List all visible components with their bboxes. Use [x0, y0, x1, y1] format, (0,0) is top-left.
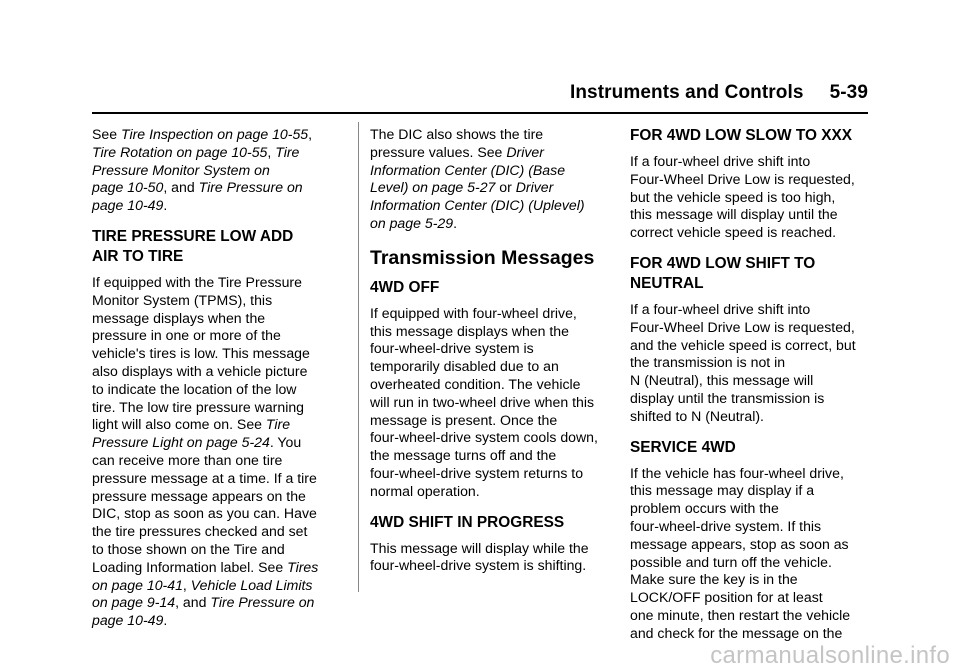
- column-3: [630, 126, 892, 652]
- heading-service-4wd: SERVICE 4WD: [630, 438, 736, 456]
- text-line: one minute, then restart the vehicle: [630, 606, 851, 623]
- xref-tire-pressure-light[interactable]: Pressure Light on page 5-24: [92, 434, 270, 451]
- text-line: can receive more than one tire: [92, 451, 283, 468]
- text-line: problem occurs with the: [630, 500, 779, 517]
- xref-tires[interactable]: Tires: [287, 558, 319, 575]
- text-line: vehicle's tires is low. This message: [92, 345, 310, 362]
- text-line: temporarily disabled due to an: [370, 358, 559, 375]
- text-line: message appears, stop as soon as: [630, 535, 849, 552]
- paragraph-4wd-low-shift-neutral: [630, 301, 892, 426]
- column-divider: [358, 122, 359, 592]
- text-line: Monitor System (TPMS), this: [92, 291, 273, 308]
- heading-4wd-low-slow: FOR 4WD LOW SLOW TO XXX: [630, 127, 853, 144]
- text-line: four-wheel-drive system is shifting.: [370, 557, 587, 574]
- text-line: to indicate the location of the low: [92, 380, 297, 397]
- text-line: also displays with a vehicle picture: [92, 362, 308, 379]
- text-line: four-wheel-drive system cools down,: [370, 429, 598, 446]
- text-line: this message displays when the: [370, 322, 569, 339]
- text: .: [453, 214, 457, 231]
- xref-dic-uplevel[interactable]: Information Center (DIC) (Uplevel): [370, 197, 585, 214]
- xref-tire-pressure[interactable]: Tire Pressure on: [210, 594, 315, 611]
- text: Loading Information label. See: [92, 558, 288, 575]
- text-line: tire. The low tire pressure warning: [92, 398, 305, 415]
- header-rule: [92, 112, 868, 114]
- paragraph-dic-tire-pressure: [370, 126, 632, 233]
- text: ,: [308, 126, 313, 142]
- text: .: [163, 612, 168, 629]
- xref-tire-inspection[interactable]: Tire Inspection on page 10-55: [121, 126, 309, 142]
- text-line: LOCK/OFF position for at least: [630, 589, 823, 606]
- xref-tire-pressure-page[interactable]: page 10-49: [92, 197, 164, 214]
- text-line: N (Neutral), this message will: [630, 372, 814, 389]
- text-line: the message turns off and the: [370, 447, 557, 464]
- text: or: [495, 179, 516, 196]
- xref-dic-uplevel[interactable]: on page 5-29: [370, 214, 454, 231]
- xref-dic-base[interactable]: Level) on page 5-27: [370, 179, 496, 196]
- page-number: 5-39: [829, 82, 868, 103]
- paragraph-tire-pressure-low: [92, 274, 354, 630]
- xref-dic-base[interactable]: Driver: [506, 143, 544, 160]
- page-header: [570, 82, 868, 104]
- xref-vehicle-load-limits[interactable]: Vehicle Load Limits: [190, 576, 313, 593]
- text-line: Four-Wheel Drive Low is requested,: [630, 318, 855, 335]
- text-line: Make sure the key is in the: [630, 571, 798, 588]
- text-line: normal operation.: [370, 482, 480, 499]
- text-line: display until the transmission is: [630, 389, 825, 406]
- xref-tpms[interactable]: Pressure Monitor System on: [92, 161, 270, 178]
- cross-reference-paragraph: [92, 126, 354, 215]
- text: light will also come on. See: [92, 416, 266, 433]
- heading-tire-pressure-low: [92, 227, 354, 267]
- xref-tpms[interactable]: Tire: [275, 143, 300, 160]
- xref-tire-pressure-light[interactable]: Tire: [265, 416, 291, 433]
- text-line: message displays when the: [92, 309, 266, 326]
- xref-tires[interactable]: on page 10-41: [92, 576, 183, 593]
- xref-tire-rotation[interactable]: Tire Rotation on page 10-55: [92, 143, 268, 160]
- text-line: four-wheel-drive system is: [370, 340, 534, 357]
- text-line: DIC, stop as soon as you can. Have: [92, 505, 317, 522]
- heading-line: FOR 4WD LOW SHIFT TO: [630, 254, 816, 272]
- text-line: If a four-wheel drive shift into: [630, 300, 811, 317]
- text-line: and the vehicle speed is correct, but: [630, 336, 856, 353]
- text: . You: [269, 434, 302, 451]
- heading-4wd-shift-in-progress: 4WD SHIFT IN PROGRESS: [370, 513, 565, 531]
- text-line: pressure message at a time. If a tire: [92, 469, 317, 486]
- xref-vehicle-load-limits[interactable]: on page 9-14: [92, 594, 176, 611]
- paragraph-4wd-off: [370, 305, 632, 501]
- paragraph-service-4wd: [630, 465, 892, 643]
- text-line: but the vehicle speed is too high,: [630, 188, 836, 205]
- text-line: pressure message appears on the: [92, 487, 306, 504]
- text-line: will run in two-wheel drive when this: [370, 393, 595, 410]
- text-line: the transmission is not in: [630, 354, 786, 371]
- text-line: If equipped with four-wheel drive,: [370, 304, 577, 321]
- text: See: [92, 126, 121, 142]
- xref-dic-uplevel[interactable]: Driver: [515, 179, 554, 196]
- text: , and: [175, 594, 211, 611]
- text-line: If equipped with the Tire Pressure: [92, 273, 302, 290]
- xref-dic-base[interactable]: Information Center (DIC) (Base: [370, 161, 566, 178]
- text-line: message is present. Once the: [370, 411, 558, 428]
- text-line: If the vehicle has four-wheel drive,: [630, 464, 844, 481]
- watermark: carmanualsonline.info: [710, 642, 950, 669]
- column-1: [92, 126, 354, 639]
- xref-tire-pressure[interactable]: Tire Pressure on: [198, 179, 303, 196]
- text-line: this message will display until the: [630, 206, 838, 223]
- heading-line: TIRE PRESSURE LOW ADD: [92, 227, 294, 245]
- paragraph-4wd-low-slow: [630, 153, 892, 242]
- text-line: four-wheel-drive system returns to: [370, 464, 584, 481]
- text: , and: [163, 179, 199, 196]
- text-line: Four-Wheel Drive Low is requested,: [630, 170, 855, 187]
- text-line: and check for the message on the: [630, 624, 843, 641]
- xref-tire-pressure[interactable]: page 10-49: [92, 612, 164, 629]
- text-line: pressure in one or more of the: [92, 327, 281, 344]
- text-line: this message may display if a: [630, 482, 815, 499]
- text-line: possible and turn off the vehicle.: [630, 553, 832, 570]
- text: .: [163, 197, 168, 214]
- heading-line: NEUTRAL: [630, 274, 704, 292]
- heading-4wd-off: 4WD OFF: [370, 278, 440, 296]
- paragraph-4wd-shift-in-progress: [370, 540, 632, 576]
- text-line: overheated condition. The vehicle: [370, 375, 581, 392]
- text-line: If a four-wheel drive shift into: [630, 153, 811, 169]
- text-line: the tire pressures checked and set: [92, 523, 308, 540]
- column-2: [370, 126, 632, 584]
- text-line: This message will display while the: [370, 539, 589, 556]
- heading-line: AIR TO TIRE: [92, 247, 184, 265]
- text: ,: [267, 143, 276, 160]
- xref-tpms-page[interactable]: page 10-50: [92, 179, 164, 196]
- text-line: correct vehicle speed is reached.: [630, 224, 837, 241]
- text: ,: [182, 576, 191, 593]
- text-line: shifted to N (Neutral).: [630, 407, 764, 424]
- text-line: The DIC also shows the tire: [370, 126, 544, 142]
- text-line: to those shown on the Tire and: [92, 540, 285, 557]
- text-line: four-wheel-drive system. If this: [630, 517, 822, 534]
- heading-4wd-low-shift-neutral: [630, 254, 892, 294]
- section-title: Instruments and Controls: [569, 82, 804, 103]
- heading-transmission-messages: Transmission Messages: [370, 246, 595, 269]
- text: pressure values. See: [370, 143, 507, 160]
